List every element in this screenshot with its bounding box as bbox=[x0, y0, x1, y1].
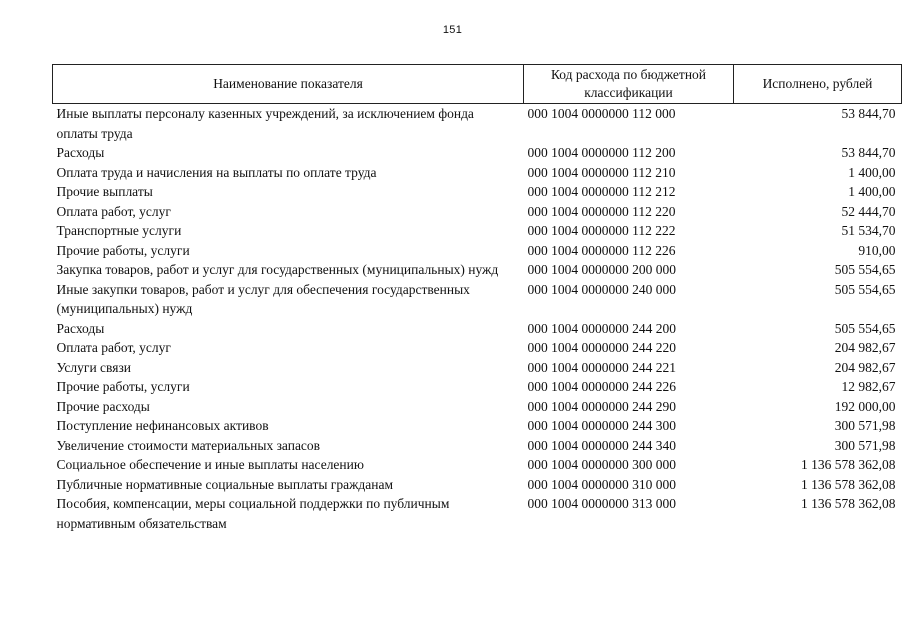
table-row bbox=[53, 494, 902, 533]
row-name: Оплата работ, услуг bbox=[56, 340, 171, 355]
row-amount: 53 844,70 bbox=[841, 145, 896, 160]
row-name: Закупка товаров, работ и услуг для государственных (муниципальных) нужд bbox=[56, 262, 499, 277]
row-name: Прочие выплаты bbox=[56, 184, 153, 199]
table-row bbox=[53, 455, 902, 475]
row-amount: 12 982,67 bbox=[841, 379, 896, 394]
table-row bbox=[53, 475, 902, 495]
row-name: Расходы bbox=[56, 145, 105, 160]
table-row bbox=[53, 202, 902, 222]
header-row bbox=[53, 65, 902, 104]
row-amount: 505 554,65 bbox=[834, 262, 896, 277]
row-amount: 1 400,00 bbox=[848, 164, 896, 180]
row-amount: 51 534,70 bbox=[841, 223, 896, 238]
row-amount: 505 554,65 bbox=[834, 281, 896, 297]
table-row bbox=[53, 436, 902, 456]
row-amount: 300 571,98 bbox=[834, 418, 896, 433]
row-code: 000 1004 0000000 313 000 bbox=[527, 496, 676, 511]
row-amount: 300 571,98 bbox=[834, 437, 896, 453]
row-amount: 505 554,65 bbox=[834, 320, 896, 336]
table-header bbox=[53, 65, 902, 104]
row-name: Оплата работ, услуг bbox=[56, 203, 171, 219]
row-name: Прочие работы, услуги bbox=[56, 242, 190, 258]
row-amount: 52 444,70 bbox=[841, 203, 896, 219]
row-name: Расходы bbox=[56, 320, 105, 336]
row-amount: 192 000,00 bbox=[834, 398, 896, 414]
row-name: Транспортные услуги bbox=[56, 223, 182, 238]
row-amount: 53 844,70 bbox=[841, 106, 896, 121]
row-code: 000 1004 0000000 112 000 bbox=[527, 106, 676, 121]
row-code: 000 1004 0000000 244 226 bbox=[527, 379, 676, 394]
row-code: 000 1004 0000000 244 300 bbox=[527, 418, 676, 433]
row-code: 000 1004 0000000 112 200 bbox=[527, 145, 676, 160]
table-row bbox=[53, 260, 902, 280]
table-row bbox=[53, 182, 902, 202]
page-number: 151 bbox=[442, 24, 463, 36]
row-amount: 1 400,00 bbox=[848, 184, 896, 199]
row-name: Оплата труда и начисления на выплаты по оплате труда bbox=[56, 164, 377, 180]
row-name: Поступление нефинансовых активов bbox=[56, 418, 269, 433]
row-name: Услуги связи bbox=[56, 359, 132, 375]
row-amount: 1 136 578 362,08 bbox=[801, 496, 896, 511]
row-code: 000 1004 0000000 112 220 bbox=[527, 203, 676, 219]
row-amount: 1 136 578 362,08 bbox=[801, 476, 896, 492]
table-row bbox=[53, 163, 902, 183]
header-amount: Исполнено, рублей bbox=[734, 65, 902, 104]
row-name: Прочие расходы bbox=[56, 398, 150, 414]
header-code: Код расхода по бюджетной классификации bbox=[524, 65, 734, 104]
table-row bbox=[53, 280, 902, 319]
row-name: Социальное обеспечение и иные выплаты населению bbox=[56, 457, 364, 472]
table-row bbox=[53, 338, 902, 358]
row-amount: 910,00 bbox=[858, 242, 896, 258]
table-row bbox=[53, 143, 902, 163]
table-row bbox=[53, 241, 902, 261]
row-code: 000 1004 0000000 200 000 bbox=[527, 262, 676, 277]
header-name: Наименование показателя bbox=[53, 65, 524, 104]
row-name: Пособия, компенсации, меры социальной поддержки по публичным нормативным обязательствам bbox=[56, 496, 450, 531]
row-name: Иные закупки товаров, работ и услуг для обеспечения государственных (муниципальных) нужд bbox=[56, 281, 470, 316]
row-code: 000 1004 0000000 244 221 bbox=[527, 359, 676, 375]
table-row bbox=[53, 221, 902, 241]
expenditure-table bbox=[52, 64, 902, 533]
row-name: Увеличение стоимости материальных запасов bbox=[56, 437, 321, 453]
row-name: Прочие работы, услуги bbox=[56, 379, 190, 394]
table-row bbox=[53, 104, 902, 144]
row-code: 000 1004 0000000 244 220 bbox=[527, 340, 676, 355]
table-body bbox=[53, 104, 902, 534]
table-row bbox=[53, 358, 902, 378]
row-amount: 1 136 578 362,08 bbox=[801, 457, 896, 472]
row-amount: 204 982,67 bbox=[834, 359, 896, 375]
row-amount: 204 982,67 bbox=[834, 340, 896, 355]
row-code: 000 1004 0000000 244 290 bbox=[527, 398, 676, 414]
row-code: 000 1004 0000000 112 212 bbox=[527, 184, 676, 199]
table-row bbox=[53, 397, 902, 417]
table-row bbox=[53, 319, 902, 339]
row-name: Иные выплаты персоналу казенных учреждений, за исключением фонда оплаты труда bbox=[56, 106, 474, 141]
row-code: 000 1004 0000000 112 222 bbox=[527, 223, 676, 238]
row-code: 000 1004 0000000 310 000 bbox=[527, 476, 676, 492]
row-code: 000 1004 0000000 240 000 bbox=[527, 281, 676, 297]
row-code: 000 1004 0000000 300 000 bbox=[527, 457, 676, 472]
table-row bbox=[53, 416, 902, 436]
row-name: Публичные нормативные социальные выплаты гражданам bbox=[56, 476, 394, 492]
table-row bbox=[53, 377, 902, 397]
row-code: 000 1004 0000000 112 226 bbox=[527, 242, 676, 258]
row-code: 000 1004 0000000 112 210 bbox=[527, 164, 676, 180]
row-code: 000 1004 0000000 244 200 bbox=[527, 320, 676, 336]
row-code: 000 1004 0000000 244 340 bbox=[527, 437, 676, 453]
